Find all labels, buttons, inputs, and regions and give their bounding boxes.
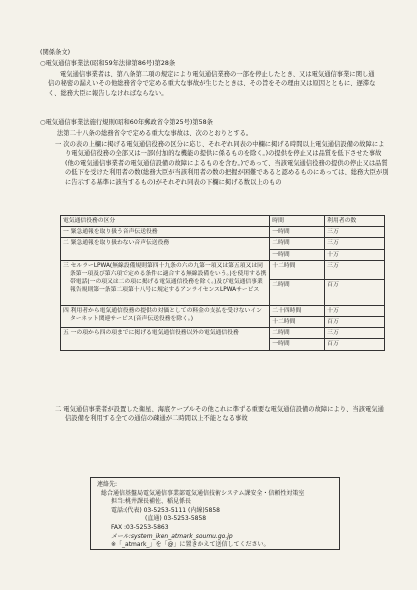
row5-count-b: 百万: [325, 339, 385, 350]
table-row: [61, 328, 385, 339]
row3-duration-b: 二時間: [270, 279, 325, 305]
table-row: [61, 260, 385, 279]
row5-count-a: 三万: [325, 328, 385, 339]
table-row: [61, 238, 385, 249]
contact-department: 総合通信基盤局電気通信事業部電気通信技術システム課安全・信頼性対策室: [101, 489, 305, 497]
row3-duration-a: 十二時間: [270, 260, 325, 279]
contact-label: 連絡先:: [97, 481, 118, 488]
row2-count-a: 三万: [325, 238, 385, 249]
row3-count-a: 三万: [325, 260, 385, 279]
law1-body: 電気通信事業者は、第八条第二項の規定により電気通信業務の一部を停止したとき、又は電気通信事業に関し通信の秘密の漏えいその他総務省令で定める重大な事故が生じたときは、その旨をその理由又は原因とともに、遅滞なく、総務大臣に報告しなければならない。: [48, 71, 376, 97]
row4-duration-b: 十二時間: [270, 317, 325, 328]
row4-duration-a: 二十四時間: [270, 305, 325, 316]
law2-item2: 二 電気通信事業者が設置した衛星、海底ケーブルその他これに準ずる重要な電気通信設備の故障により、当該電気通信設備を利用する全ての通信の疎通が二時間以上不能となる事故: [55, 406, 384, 423]
table-row: [61, 227, 385, 238]
row1-duration: 一時間: [270, 227, 325, 238]
related-provisions-heading: (関係条文): [40, 49, 71, 56]
contact-phone-direct: (直通) 03-5253-5858: [145, 515, 207, 523]
row5-duration-b: 一時間: [270, 339, 325, 350]
row2-count-b: 十万: [325, 249, 385, 260]
contact-email-note: ※「_atmark_」を「@」に置きかえて送信してください。: [111, 541, 270, 549]
row5-duration-a: 二時間: [270, 328, 325, 339]
row2-duration-b: 一時間: [270, 249, 325, 260]
row5-category: 五 一の項から四の項までに掲げる電気通信役務以外の電気通信役務: [61, 328, 270, 350]
row4-category: 四 利用者から電気通信役務の提供の対価としての料金の支払を受けないインターネット関連サービス(音声伝送役務を除く。): [61, 305, 270, 327]
service-category-table: [60, 215, 385, 351]
law2-intro: 法第二十八条の総務省令で定める重大な事故は、次のとおりとする。: [57, 130, 253, 137]
law1-title: ○電気通信事業法(昭和59年法律第86号)第28条: [40, 60, 176, 67]
row2-duration-a: 二時間: [270, 238, 325, 249]
row4-count-a: 十万: [325, 305, 385, 316]
header-duration: 時間: [270, 216, 325, 227]
row3-count-b: 百万: [325, 279, 385, 305]
row3-category: 三 セルラーLPWA(無線設備規則第四十九条の六の九第一項又は第五項又は同条第一項及び第六項で定める条件に適合する無線設備をいう。)を使用する携帯電話(一の項又は二の項に掲げる電気通信役務を除く。)及び電気通信事業報告規則第一条第二項第十八号に規定するアンライセンスLPWAサービス: [61, 260, 270, 305]
header-category: 電気通信役務の区分: [61, 216, 270, 227]
law2-title: ○電気通信事業法施行規則(昭和60年郵政省令第25号)第58条: [40, 119, 213, 126]
contact-phone-main: 電話:(代表) 03-5253-5111 (内線)5858: [111, 506, 220, 514]
row1-count: 三万: [325, 227, 385, 238]
row2-category: 二 緊急通報を取り扱わない音声伝送役務: [61, 238, 270, 260]
row1-category: 一 緊急通報を取り扱う音声伝送役務: [61, 227, 270, 238]
contact-email: メール:system_iken_atmark_soumu.go.jp: [111, 532, 233, 540]
contact-box: [90, 477, 340, 550]
law2-item1: 一 次の表の上欄に掲げる電気通信役務の区分に応じ、それぞれ同表の中欄に掲げる時間以上電気通信設備の故障により電気通信役務の全部又は一部(付加的な機能の提供に係るものを除く。)の提供を停止又は品質を低下させた事故(他の電気通信事業者の電気通信設備の故障によるものを含む。)であって、当該電気通信役務の提供の停止又は品質の低下を受けた利用者の数(総務大臣が当該利用者の数の把握が困難であると認めるものにあっては、総務大臣が別に告示する基準に該当するもの)がそれぞれ同表の下欄に掲げる数以上のもの: [55, 141, 389, 186]
contact-persons: 担当:桃井課長補佐、稲見係長: [111, 498, 192, 506]
row4-count-b: 百万: [325, 317, 385, 328]
contact-fax: FAX :03-5253-5863: [111, 523, 169, 531]
header-users: 利用者の数: [325, 216, 385, 227]
table-header-row: [61, 216, 385, 227]
table-row: [61, 305, 385, 316]
